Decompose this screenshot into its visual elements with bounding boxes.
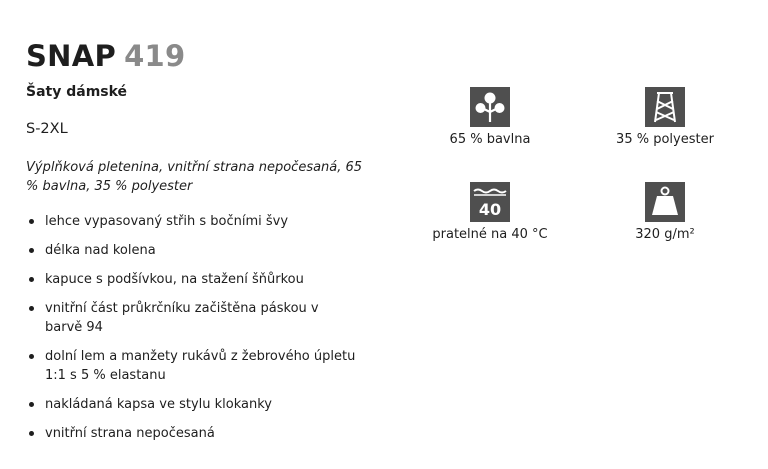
product-name: SNAP [26,39,117,73]
fabric-description: Výplňková pletenina, vnitřní strana nepočesaná, 65 % bavlna, 35 % polyester [26,160,363,194]
feature-list [26,212,356,453]
size-range: S-2XL [26,121,68,137]
feature-item: vnitřní část průkrčníku začištěna páskou v barvě 94 [26,299,356,337]
feature-item: nakládaná kapsa ve stylu klokanky [26,395,356,414]
feature-item: lehce vypasovaný střih s bočními švy [26,212,356,231]
product-code: 419 [124,39,186,73]
feature-item: dolní lem a manžety rukávů z žebrového úpletu 1:1 s 5 % elastanu [26,347,356,385]
feature-item: délka nad kolena [26,241,356,260]
polyester-tower-icon [645,87,685,127]
spec-cotton [410,87,570,147]
product-type: Šaty dámské [26,84,128,100]
weight-icon [645,182,685,222]
weight-label: 320 g/m² [635,227,695,242]
feature-item: kapuce s podšívkou, na stažení šňůrkou [26,270,356,289]
wash-temperature: 40 [478,200,502,219]
washing-label: pratelné na 40 °C [432,227,548,242]
spec-washing [410,182,570,242]
feature-item: vnitřní strana nepočesaná [26,424,356,443]
cotton-plant-icon [470,87,510,127]
polyester-label: 35 % polyester [616,132,714,147]
spec-polyester [585,87,745,147]
wash-40-icon [470,182,510,222]
cotton-label: 65 % bavlna [449,132,531,147]
product-title [26,38,186,74]
spec-weight [585,182,745,242]
